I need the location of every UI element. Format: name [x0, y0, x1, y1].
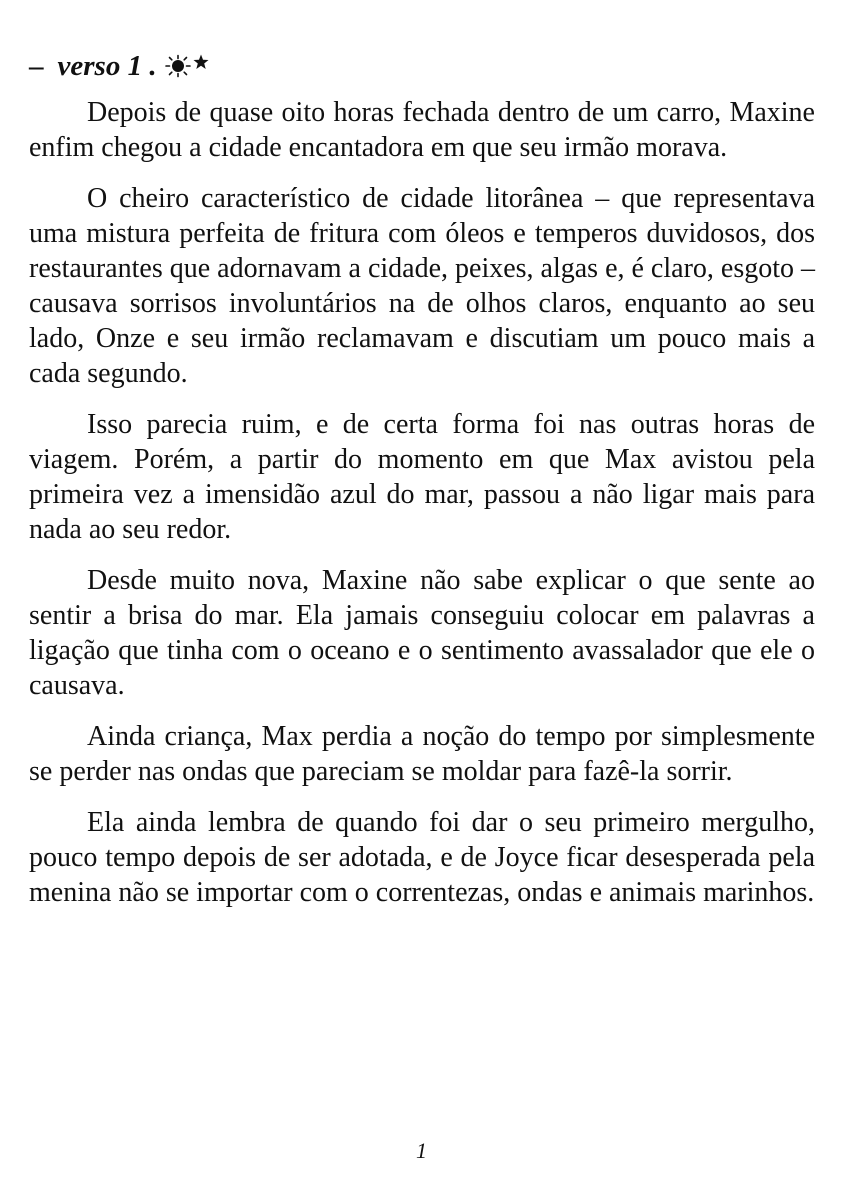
- document-page: [29, 48, 815, 926]
- paragraph: O cheiro característico de cidade litorânea – que representava uma mistura perfeita de fritura com óleos e temperos duvidosos, dos restaurantes que adornavam a cidade, peixes, algas e, é claro, esgoto – causava sorrisos involuntários na de olhos claros, enquanto ao seu lado, Onze e seu irmão reclamavam e discutiam um pouco mais a cada segundo.: [29, 183, 815, 389]
- heading-ornament: [163, 54, 209, 78]
- heading-dash: –: [29, 50, 44, 82]
- paragraph: Ela ainda lembra de quando foi dar o seu primeiro mergulho, pouco tempo depois de ser adotada, e de Joyce ficar desesperada pela menina não se importar com o correntezas, ondas e animais marinhos.: [29, 807, 815, 908]
- paragraph: Desde muito nova, Maxine não sabe explicar o que sente ao sentir a brisa do mar. Ela jamais conseguiu colocar em palavras a ligação que tinha com o oceano e o sentimento avassalador que ele o causava.: [29, 565, 815, 701]
- paragraph: Isso parecia ruim, e de certa forma foi nas outras horas de viagem. Porém, a partir do momento em que Max avistou pela primeira vez a imensidão azul do mar, passou a não ligar mais para nada ao seu redor.: [29, 409, 815, 545]
- chapter-title: verso 1 .: [57, 50, 157, 82]
- chapter-heading: [29, 48, 815, 84]
- paragraph: Ainda criança, Max perdia a noção do tempo por simplesmente se perder nas ondas que pareciam se moldar para fazê-la sorrir.: [29, 721, 815, 787]
- paragraph: Depois de quase oito horas fechada dentro de um carro, Maxine enfim chegou a cidade encantadora em que seu irmão morava.: [29, 97, 815, 163]
- star-icon: [193, 54, 209, 70]
- sun-icon: [163, 54, 193, 78]
- page-number: 1: [416, 1138, 427, 1163]
